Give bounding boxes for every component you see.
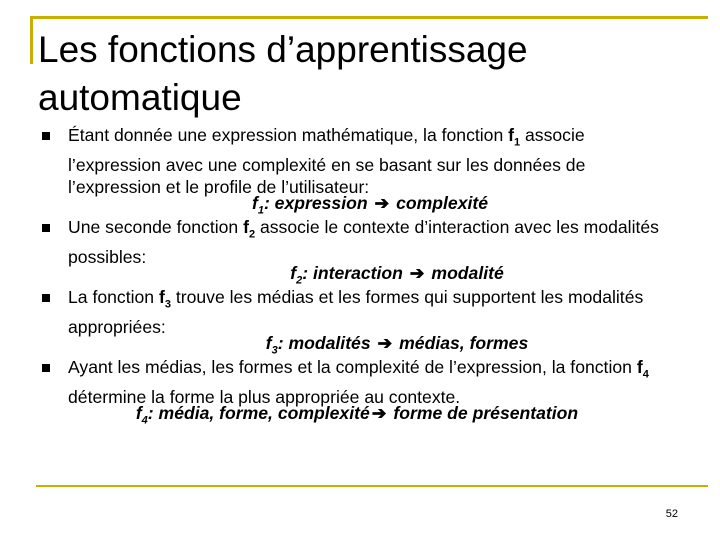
formula-fn: f bbox=[251, 193, 258, 213]
slide-content bbox=[42, 124, 672, 426]
bullet-text-pre: La fonction bbox=[68, 287, 159, 307]
title-frame-top-rule bbox=[30, 16, 708, 19]
function-name: f bbox=[508, 125, 514, 145]
bullet-text-pre: Ayant les médias, les formes et la complexité de l’expression, la fonction bbox=[68, 357, 637, 377]
page-number: 52 bbox=[665, 508, 678, 520]
right-arrow-icon: ➔ bbox=[371, 403, 387, 423]
right-arrow-icon: ➔ bbox=[377, 333, 393, 353]
formula-fn: f bbox=[265, 333, 272, 353]
right-arrow-icon: ➔ bbox=[409, 263, 425, 283]
bullet-text-pre: Étant donnée une expression mathématique, la fonction bbox=[68, 125, 509, 145]
bullet-item-3 bbox=[42, 286, 672, 337]
formula-lhs: : média, forme, complexité bbox=[147, 403, 370, 423]
square-bullet-icon bbox=[42, 132, 50, 140]
function-subscript: 2 bbox=[248, 228, 256, 241]
footer-rule bbox=[36, 485, 708, 487]
formula-lhs: : expression bbox=[263, 193, 373, 213]
bullet-item-1 bbox=[42, 124, 672, 197]
bullet-text-post: associe le contexte d’interaction avec les modalités possibles: bbox=[68, 217, 659, 267]
formula-rhs: modalité bbox=[426, 263, 504, 283]
bullet-text-post: associe l’expression avec une complexité en se basant sur les données de l’expression et le profile de l’utilisateur: bbox=[68, 125, 586, 197]
square-bullet-icon bbox=[42, 224, 50, 232]
right-arrow-icon: ➔ bbox=[374, 193, 390, 213]
function-name: f bbox=[636, 357, 643, 377]
bullet-item-2 bbox=[42, 216, 672, 267]
formula-sub: 1 bbox=[257, 204, 264, 217]
formula-sub: 4 bbox=[141, 414, 148, 427]
formula-fn: f bbox=[135, 403, 142, 423]
function-name: f bbox=[158, 287, 165, 307]
formula-sub: 3 bbox=[271, 344, 278, 357]
bullet-text-post: détermine la forme la plus appropriée au contexte. bbox=[68, 386, 461, 407]
formula-rhs: médias, formes bbox=[394, 333, 529, 353]
function-subscript: 1 bbox=[514, 136, 521, 149]
title-frame-left-rule bbox=[30, 16, 33, 64]
bullet-item-4 bbox=[42, 356, 672, 407]
formula-lhs: : modalités bbox=[277, 333, 376, 353]
square-bullet-icon bbox=[42, 364, 50, 372]
function-subscript: 3 bbox=[164, 298, 171, 311]
square-bullet-icon bbox=[42, 294, 50, 302]
formula-sub: 2 bbox=[296, 274, 303, 287]
formula-fn: f bbox=[290, 263, 297, 283]
formula-rhs: complexité bbox=[391, 193, 489, 213]
bullet-text-post: trouve les médias et les formes qui supportent les modalités appropriées: bbox=[68, 287, 644, 337]
function-subscript: 4 bbox=[642, 368, 649, 381]
formula-rhs: forme de présentation bbox=[388, 403, 579, 423]
function-name: f bbox=[243, 217, 249, 237]
formula-lhs: : interaction bbox=[302, 263, 408, 283]
bullet-text-pre: Une seconde fonction bbox=[68, 217, 244, 237]
slide-title: Les fonctions d’apprentissage automatique bbox=[38, 29, 528, 118]
